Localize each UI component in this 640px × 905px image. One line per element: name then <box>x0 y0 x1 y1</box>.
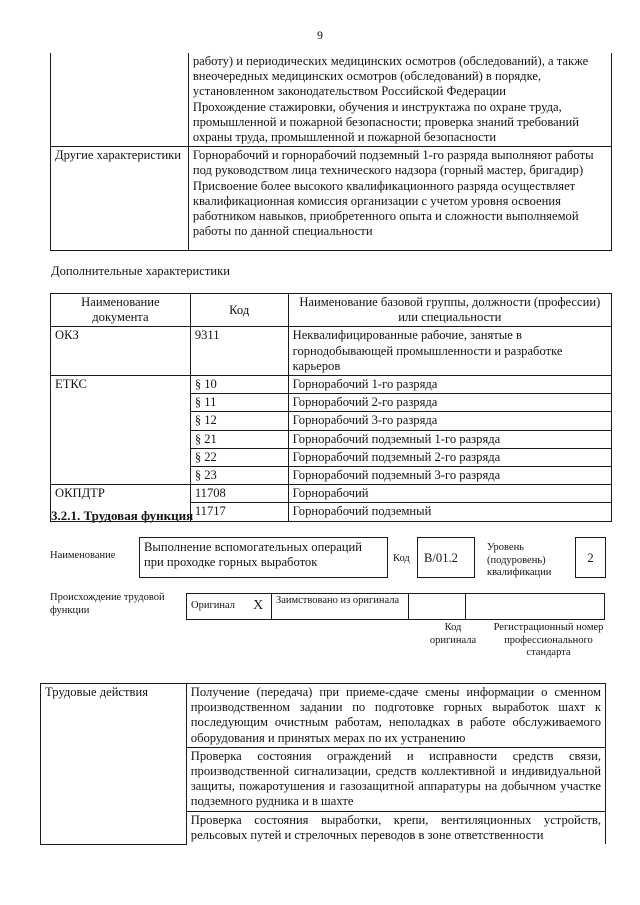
row-label: Другие характеристики <box>51 147 189 251</box>
actions-label: Трудовые действия <box>41 684 187 845</box>
name-cell: Горнорабочий подземный <box>288 503 611 521</box>
code-label: Код <box>393 553 410 564</box>
origin-label: Происхождение трудовой функции <box>50 592 165 616</box>
original-mark: X <box>245 594 271 620</box>
additional-heading: Дополнительные характеристики <box>51 264 230 278</box>
function-name-box <box>139 537 388 578</box>
code-cell: § 22 <box>190 448 288 466</box>
code-cell: § 21 <box>190 430 288 448</box>
table-header-row <box>51 294 612 327</box>
name-cell: Горнорабочий подземный 3-го разряда <box>288 467 611 485</box>
level-label: Уровень (подуровень) квалификации <box>487 542 552 578</box>
header-name: Наименование базовой группы, должности (профессии) или специальности <box>288 294 611 327</box>
doc-cell: ЕТКС <box>51 376 191 485</box>
action-item <box>186 684 605 748</box>
doc-cell: ОКЗ <box>51 327 191 376</box>
name-cell: Горнорабочий подземный 1-го разряда <box>288 430 611 448</box>
function-code-box <box>417 537 475 578</box>
labor-actions-table <box>40 683 606 845</box>
name-cell: Горнорабочий подземный 2-го разряда <box>288 448 611 466</box>
function-code: В/01.2 <box>424 551 458 565</box>
requirement-text: Прохождение стажировки, обучения и инструктажа по охране труда, промышленной и пожарной безопасности; проверка знаний требований охраны труда, промышленной и пожарной безопасности <box>192 99 579 145</box>
qualification-table <box>50 53 612 251</box>
name-cell: Неквалифицированные рабочие, занятые в горнодобывающей промышленности и разработке карьеров <box>288 327 611 376</box>
action-text: Получение (передача) при приеме-сдаче смены информации о сменном производственном задании по подготовке горных выработок шахт к последующим очистным работам, неполадках в работе обслуживаемого оборудования и принятых мерах по их устранению <box>190 685 601 745</box>
action-text: Проверка состояния выработки, крепи, вентиляционных устройств, рельсовых путей и стрелочных переводов в зоне ответственности <box>190 812 601 842</box>
characteristic-text: Присвоение более высокого квалификационного разряда осуществляет квалификационная комиссия организации с учетом уровня освоения работником навыков, приобретенного опыта и сложности выполняемой работы по данной специальности <box>192 178 579 239</box>
origin-table <box>186 593 605 620</box>
name-cell: Горнорабочий <box>288 485 611 503</box>
table-cell <box>188 147 611 251</box>
requirement-text: работу) и периодических медицинских осмотров (обследований), а также внеочередных медицинских осмотров (обследований) в порядке, установленном законодательством Российской Федерации <box>192 54 589 99</box>
table-cell <box>188 53 611 147</box>
function-name: Выполнение вспомогательных операций при проходке горных выработок <box>144 540 363 570</box>
action-item <box>186 811 605 844</box>
code-cell: 11708 <box>190 485 288 503</box>
level-box <box>575 537 606 578</box>
code-cell: § 23 <box>190 467 288 485</box>
name-cell: Горнорабочий 1-го разряда <box>288 376 611 394</box>
table-row <box>51 147 612 251</box>
code-original-caption: Код оригинала <box>429 622 477 646</box>
code-cell: 11717 <box>190 503 288 521</box>
code-cell: § 10 <box>190 376 288 394</box>
code-cell: § 11 <box>190 394 288 412</box>
header-doc: Наименование документа <box>51 294 191 327</box>
table-row <box>51 376 612 394</box>
doc-cell: ОКПДТР <box>51 485 191 521</box>
code-cell: 9311 <box>190 327 288 376</box>
table-cell-empty <box>51 53 189 147</box>
table-row <box>51 327 612 376</box>
name-cell: Горнорабочий 2-го разряда <box>288 394 611 412</box>
page-number: 9 <box>317 28 323 42</box>
code-original-cell <box>408 594 466 620</box>
section-title: 3.2.1. Трудовая функция <box>51 508 194 523</box>
characteristic-text: Горнорабочий и горнорабочий подземный 1-го разряда выполняют работы под руководством лица технического надзора (горный мастер, бригадир) <box>192 148 594 178</box>
reg-number-cell <box>466 594 605 620</box>
header-code: Код <box>190 294 288 327</box>
action-item <box>186 747 605 811</box>
table-row <box>187 594 605 620</box>
table-row <box>41 684 606 748</box>
name-cell: Горнорабочий 3-го разряда <box>288 412 611 430</box>
name-label: Наименование <box>50 550 116 561</box>
action-text: Проверка состояния ограждений и исправности средств связи, производственной сигнализации, средств коллективной и индивидуальной защиты, пожаротушения и газозащитной аппаратуры на добычном участке подземного рудника и в шахте <box>190 748 601 809</box>
borrowed-label: Заимствовано из оригинала <box>271 594 408 620</box>
table-row <box>51 485 612 503</box>
original-label: Оригинал <box>187 594 246 620</box>
code-cell: § 12 <box>190 412 288 430</box>
additional-table <box>50 293 612 522</box>
level-value: 2 <box>587 551 594 565</box>
table-row <box>51 53 612 147</box>
reg-number-caption: Регистрационный номер профессионального стандарта <box>493 622 604 658</box>
